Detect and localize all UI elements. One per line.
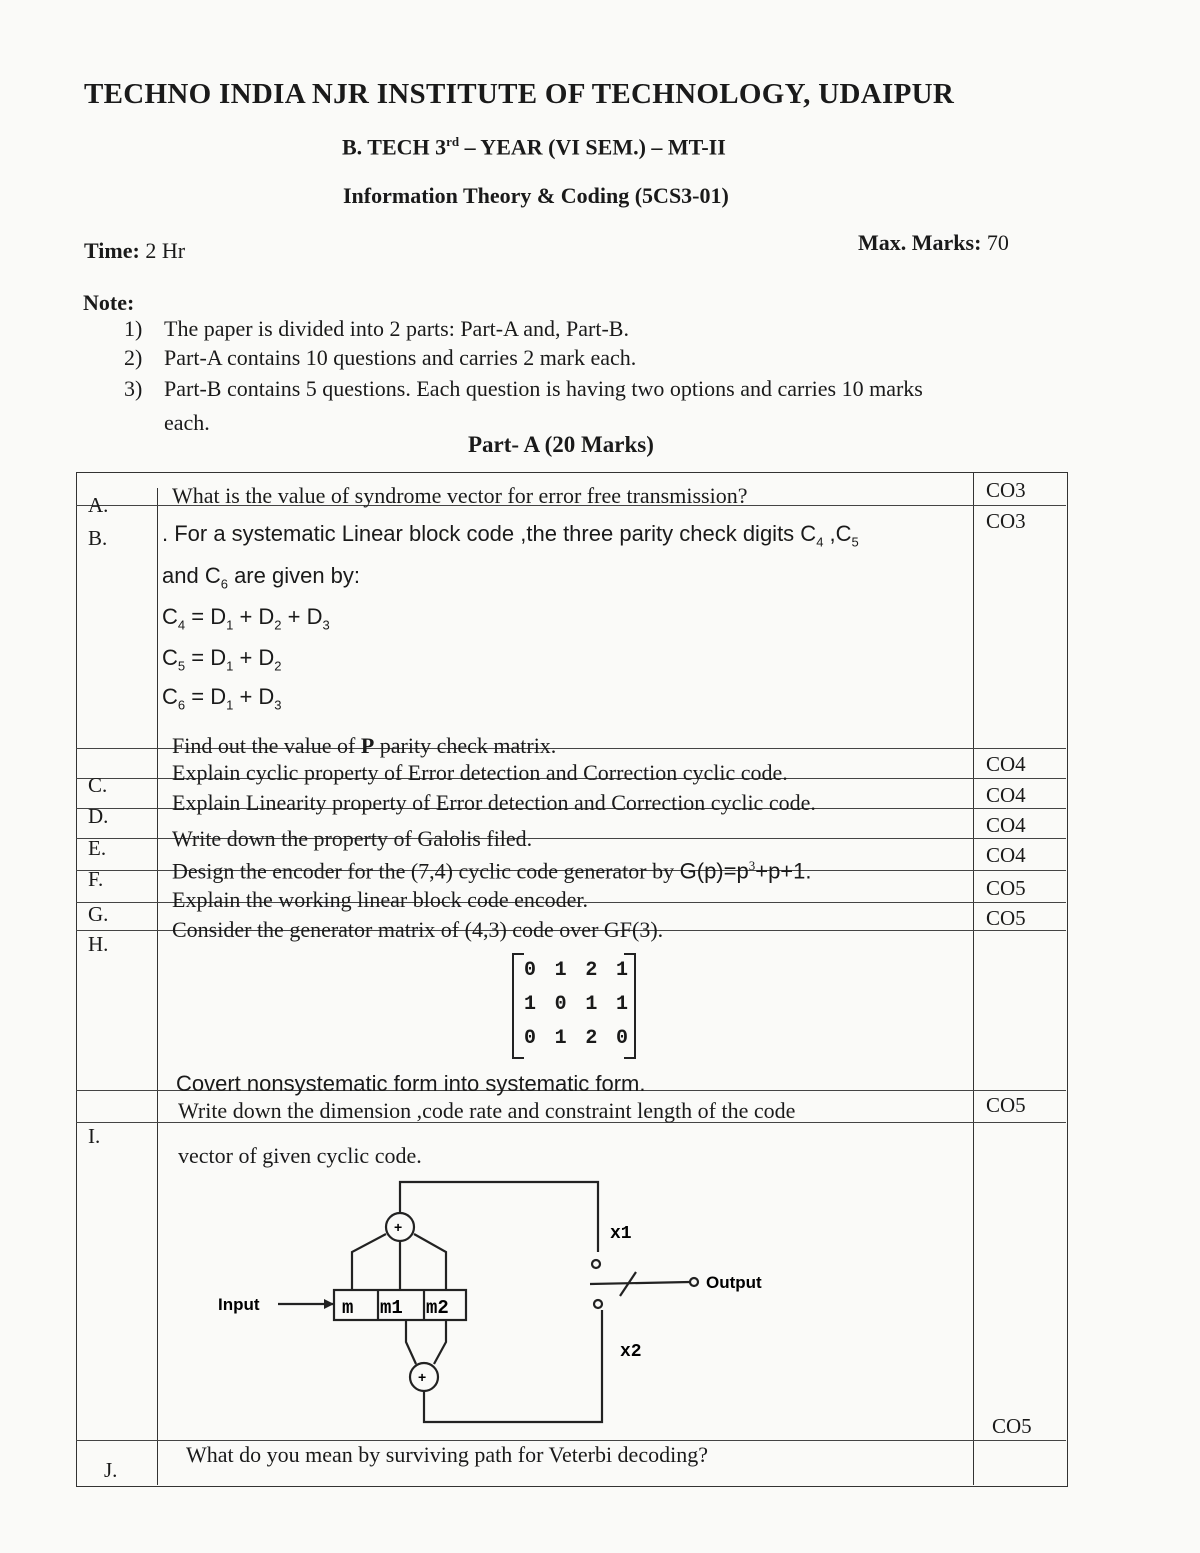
course-post: – YEAR (VI SEM.) – MT-II bbox=[459, 134, 726, 160]
question-label: F. bbox=[88, 867, 104, 891]
note-number: 3) bbox=[124, 376, 143, 401]
question-label: D. bbox=[88, 804, 109, 828]
matrix-cell: 2 bbox=[585, 959, 598, 982]
question-text: vector of given cyclic code. bbox=[178, 1143, 422, 1168]
matrix-cell: 1 bbox=[554, 1027, 567, 1050]
equation: $C_4 = D_1 + D_2 + D_3$ bbox=[162, 604, 330, 633]
b-find-post: parity check matrix. bbox=[374, 733, 557, 758]
b-line2b: are given by: bbox=[227, 563, 361, 588]
question-label: E. bbox=[88, 836, 107, 860]
question-label: A. bbox=[88, 493, 109, 517]
x1-path bbox=[400, 1182, 598, 1252]
matrix-cell: 1 bbox=[554, 959, 567, 982]
matrix-cell: 0 bbox=[524, 1027, 537, 1050]
f-text-pre: Design the encoder for the (7,4) cyclic code generator by bbox=[172, 858, 680, 884]
question-label: C. bbox=[88, 773, 108, 797]
note-heading: Note: bbox=[83, 290, 135, 315]
b-find-pre: Find out the value of bbox=[172, 733, 361, 758]
b-intro: . For a systematic Linear block code ,the three parity check digits C bbox=[162, 521, 817, 546]
institute-name: TECHNO INDIA NJR INSTITUTE OF TECHNOLOGY, UDAIPUR bbox=[84, 78, 955, 110]
note-number: 1) bbox=[124, 316, 143, 341]
matrix-cell: 1 bbox=[615, 993, 628, 1016]
note-item bbox=[124, 316, 629, 342]
subject-title: Information Theory & Coding (5CS3-01) bbox=[343, 183, 729, 208]
time-label: Time: bbox=[84, 238, 140, 263]
generator-matrix bbox=[512, 953, 636, 1058]
co-code: CO4 bbox=[986, 783, 1026, 807]
note-text: Part-A contains 10 questions and carries 2 mark each. bbox=[164, 345, 637, 370]
question-label: G. bbox=[88, 902, 109, 926]
note-number: 2) bbox=[124, 345, 143, 370]
matrix-cell: 1 bbox=[585, 993, 598, 1016]
switch-contact-x1 bbox=[592, 1260, 600, 1268]
matrix-row bbox=[524, 993, 628, 1016]
note-continuation: each. bbox=[164, 410, 210, 435]
f-text-post: +p+1. bbox=[755, 858, 812, 884]
b-line2: and C bbox=[162, 563, 221, 588]
question-text: What do you mean by surviving path for Veterbi decoding? bbox=[186, 1442, 708, 1467]
course-line bbox=[342, 134, 726, 160]
question-text: Consider the generator matrix of (4,3) code over GF(3). bbox=[172, 917, 664, 942]
matrix-cell: 0 bbox=[554, 993, 567, 1016]
marks-value: 70 bbox=[981, 230, 1009, 255]
time-value: 2 Hr bbox=[139, 238, 186, 263]
register-cell-m1: m1 bbox=[380, 1297, 403, 1319]
register-cell-m2: m2 bbox=[426, 1297, 449, 1319]
question-text: Explain Linearity property of Error detection and Correction cyclic code. bbox=[172, 790, 816, 815]
question-label: I. bbox=[88, 1124, 101, 1148]
equation: $C_6 = D_1 + D_3$ bbox=[162, 684, 282, 713]
marks-label: Max. Marks: bbox=[858, 230, 982, 255]
tap-m-top bbox=[352, 1234, 386, 1290]
question-text: Write down the dimension ,code rate and constraint length of the code bbox=[178, 1098, 796, 1123]
convolutional-encoder-diagram bbox=[210, 1172, 810, 1432]
question-text: and $C_6$ are given by: bbox=[162, 563, 361, 592]
question-text: Covert nonsystematic form into systematic form. bbox=[176, 1071, 646, 1096]
question-text bbox=[172, 858, 812, 884]
question-text bbox=[172, 733, 556, 759]
adder-symbol: + bbox=[418, 1369, 427, 1385]
note-item bbox=[124, 345, 636, 371]
matrix-cell: 0 bbox=[524, 959, 537, 982]
part-a-title: Part- A (20 Marks) bbox=[468, 432, 654, 457]
equation: $C_5 = D_1 + D_2$ bbox=[162, 645, 282, 674]
matrix-cell: 1 bbox=[524, 993, 537, 1016]
note-item bbox=[124, 376, 923, 402]
input-label: Input bbox=[218, 1295, 260, 1314]
output-line bbox=[590, 1282, 690, 1284]
matrix-cell: 2 bbox=[585, 1027, 598, 1050]
co-code: CO4 bbox=[986, 752, 1026, 776]
question-text: Explain the working linear block code encoder. bbox=[172, 887, 589, 912]
course-sup: rd bbox=[446, 134, 460, 149]
question-label: H. bbox=[88, 932, 109, 956]
register-cell-m: m bbox=[342, 1297, 354, 1319]
max-marks-line bbox=[858, 230, 1009, 256]
matrix-row bbox=[524, 1027, 628, 1050]
input-arrow bbox=[324, 1299, 334, 1309]
x1-label: x1 bbox=[610, 1224, 632, 1244]
tap-m2-top bbox=[414, 1234, 446, 1290]
matrix-cell: 0 bbox=[615, 1027, 628, 1050]
question-label: J. bbox=[104, 1458, 118, 1482]
question-text: What is the value of syndrome vector for error free transmission? bbox=[172, 483, 748, 508]
co-code: CO5 bbox=[986, 906, 1026, 930]
co-column-divider bbox=[973, 472, 974, 1485]
b-find-bold: P bbox=[360, 733, 375, 758]
label-column-divider bbox=[157, 488, 158, 1485]
co-code: CO5 bbox=[986, 876, 1026, 900]
output-terminal bbox=[690, 1278, 698, 1286]
note-text: The paper is divided into 2 parts: Part-A and, Part-B. bbox=[164, 316, 629, 341]
question-label: B. bbox=[88, 526, 108, 550]
question-text: Explain cyclic property of Error detection and Correction cyclic code. bbox=[172, 760, 788, 785]
co-code: CO4 bbox=[986, 813, 1026, 837]
matrix-cell: 1 bbox=[615, 959, 628, 982]
f-text-eq: G(p)=p bbox=[679, 858, 749, 884]
switch-contact-x2 bbox=[594, 1300, 602, 1308]
x2-path bbox=[424, 1310, 602, 1422]
adder-symbol: + bbox=[394, 1219, 403, 1235]
time-line bbox=[84, 238, 185, 264]
tap-m2-bottom bbox=[434, 1320, 446, 1364]
question-text: . For a systematic Linear block code ,the three parity check digits $C_4$ $,C_5$ bbox=[162, 521, 859, 550]
matrix-row bbox=[524, 959, 628, 982]
matrix-left-bracket bbox=[512, 953, 524, 1059]
output-label: Output bbox=[706, 1273, 762, 1292]
tap-m1-bottom bbox=[406, 1320, 416, 1364]
question-text: Write down the property of Galolis filed. bbox=[172, 826, 533, 851]
course-pre: B. TECH 3 bbox=[342, 134, 447, 160]
f-text-sup: 3 bbox=[748, 858, 756, 873]
co-code: CO5 bbox=[992, 1414, 1032, 1438]
note-text: Part-B contains 5 questions. Each question is having two options and carries 10 marks bbox=[164, 376, 923, 401]
co-code: CO4 bbox=[986, 843, 1026, 867]
co-code: CO3 bbox=[986, 478, 1026, 502]
co-code: CO5 bbox=[986, 1093, 1026, 1117]
row-divider bbox=[76, 1440, 1066, 1441]
co-code: CO3 bbox=[986, 509, 1026, 533]
x2-label: x2 bbox=[620, 1342, 642, 1362]
